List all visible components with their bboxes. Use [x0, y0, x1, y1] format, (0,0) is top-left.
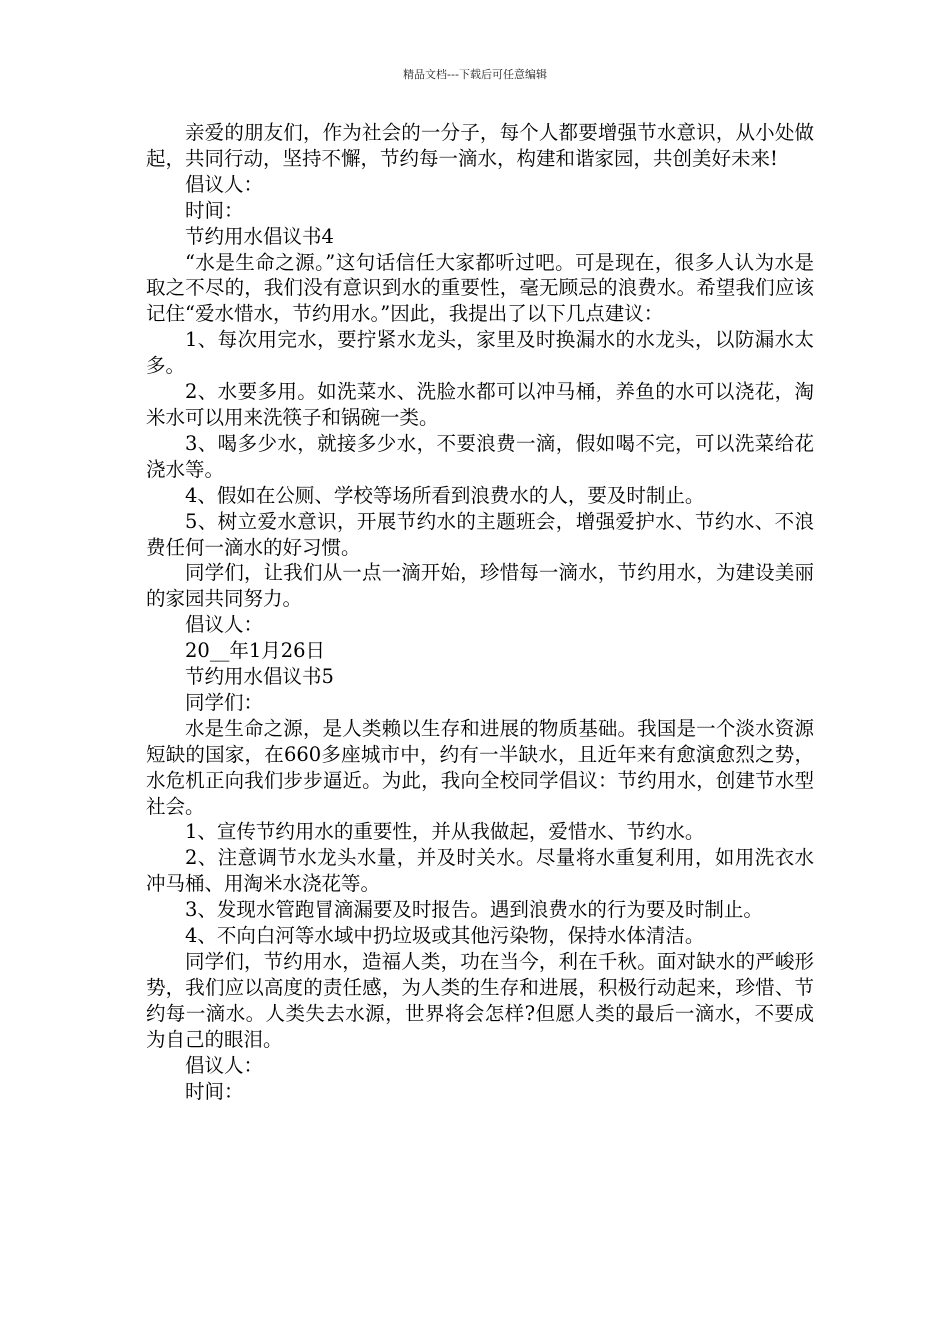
- date-label: 时间：: [185, 198, 244, 222]
- list-item: 3、喝多少水，就接多少水，不要浪费一滴，假如喝不完，可以洗菜给花浇水等。: [146, 431, 814, 481]
- list-item: 4、假如在公厕、学校等场所看到浪费水的人，要及时制止。: [185, 483, 705, 507]
- date-line: 20__年1月26日: [185, 639, 326, 663]
- page-header: 精品文档---下载后可任意编辑: [403, 68, 547, 81]
- salutation: 同学们：: [185, 690, 264, 714]
- section-title: 节约用水倡议书5: [185, 665, 334, 689]
- document-body: [146, 120, 814, 1104]
- list-item: 2、水要多用。如洗菜水、洗脸水都可以冲马桶，养鱼的水可以浇花，淘米水可以用来洗筷子和锅碗一类。: [146, 380, 814, 429]
- list-item: 1、宣传节约用水的重要性，并从我做起，爱惜水、节约水。: [185, 820, 705, 844]
- paragraph: 同学们，让我们从一点一滴开始，珍惜每一滴水，节约用水，为建设美丽的家园共同努力。: [146, 561, 814, 611]
- list-item: 5、树立爱水意识，开展节约水的主题班会，增强爱护水、节约水、不浪费任何一滴水的好习惯。: [146, 509, 814, 559]
- paragraph: 水是生命之源，是人类赖以生存和进展的物质基础。我国是一个淡水资源短缺的国家，在660多座城市中，约有一半缺水，且近年来有愈演愈烈之势，水危机正向我们步步逼近。为此，我向全校同学倡议：节约用水，创建节水型社会。: [146, 716, 814, 818]
- list-item: 4、不向白河等水域中扔垃圾或其他污染物，保持水体清洁。: [185, 924, 705, 948]
- list-item: 3、发现水管跑冒滴漏要及时报告。遇到浪费水的行为要及时制止。: [185, 898, 763, 922]
- paragraph: “水是生命之源。”这句话信任大家都听过吧。可是现在，很多人认为水是取之不尽的，我们没有意识到水的重要性，毫无顾忌的浪费水。希望我们应该记住“爱水惜水，节约用水。”因此，我提出了以下几点建议：: [146, 250, 814, 326]
- section-title: 节约用水倡议书4: [185, 224, 334, 248]
- list-item: 1、每次用完水，要拧紧水龙头，家里及时换漏水的水龙头，以防漏水太多。: [146, 328, 814, 378]
- paragraph: 同学们，节约用水，造福人类，功在当今，利在千秋。面对缺水的严峻形势，我们应以高度的责任感，为人类的生存和进展，积极行动起来，珍惜、节约每一滴水。人类失去水源，世界将会怎样?但愿人类的最后一滴水，不要成为自己的眼泪。: [146, 950, 814, 1051]
- date-label: 时间：: [185, 1079, 244, 1103]
- signature-label: 倡议人：: [185, 1053, 264, 1077]
- signature-label: 倡议人：: [185, 613, 264, 637]
- list-item: 2、注意调节水龙头水量，并及时关水。尽量将水重复利用，如用洗衣水冲马桶、用淘米水浇花等。: [146, 846, 814, 896]
- paragraph-closing-appeal: 亲爱的朋友们，作为社会的一分子，每个人都要增强节水意识，从小处做起，共同行动，坚持不懈，节约每一滴水，构建和谐家园，共创美好未来!: [146, 121, 814, 170]
- signature-label: 倡议人：: [185, 172, 264, 196]
